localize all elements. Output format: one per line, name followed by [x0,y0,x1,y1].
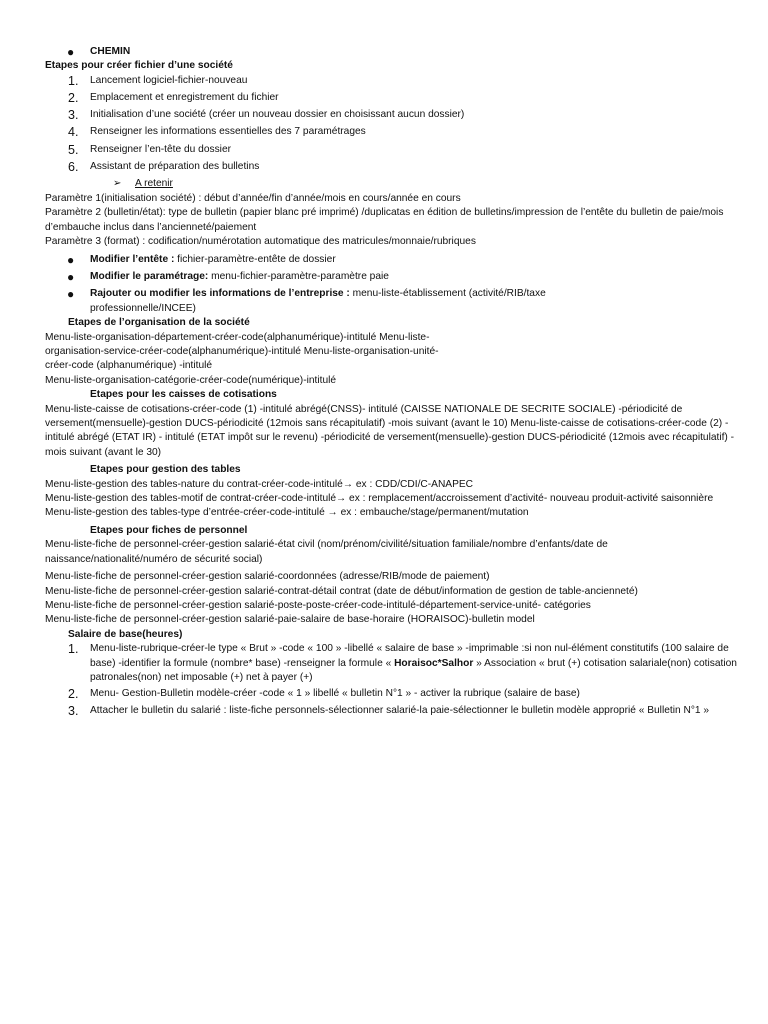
fiches-line: Menu-liste-fiche de personnel-créer-gestion salarié-état civil (nom/prénom/civilité/situation familiale/nombre d’enfants/date de naissance/nationalité/numéro de sécurité social) [45,539,608,565]
fiches-title: Etapes pour fiches de personnel [90,524,248,536]
chemin-heading: CHEMIN [90,46,131,57]
bullet-dot: ● [67,269,75,284]
list-item: 4. Renseigner les informations essentielles des 7 paramétrages [68,125,366,140]
etapes-title: Etapes pour créer fichier d’une société [45,60,233,72]
org-text-2: Menu-liste-organisation-catégorie-créer-code(numérique)-intitulé [45,374,337,386]
list-item: 1. Menu-liste-rubrique-créer-le type « Brut » -code « 100 » -libellé « salaire de base » -imprimable :si non nul-élément constitutifs (100 salaire de base) -identifier la formule (nombre* base) -renseigner la formule « Horaisoc*Salhor » Association « brut (+) cotisation salariale(non) cotisation patronales(non) net imposable (+) net à payer (+) [68,642,737,683]
list-item: 3. Initialisation d’une société (créer un nouveau dossier en choisissant aucun dossier) [68,108,465,123]
list-item: 2. Menu- Gestion-Bulletin modèle-créer -code « 1 » libellé « bulletin N°1 » - activer la rubrique (salaire de base) [68,687,580,702]
steps-list [45,74,738,177]
list-item: ● Modifier l’entête : fichier-paramètre-entête de dossier [67,252,336,267]
param2-text: Paramètre 2 (bulletin/état): type de bulletin (papier blanc pré imprimé) /duplicatas en édition de bulletins/impression de l’entête du bulletin de paie/mois d’embauche inclus dans l’ancienneté/paiement [45,207,724,233]
org-text: Menu-liste-organisation-département-créer-code(alphanumérique)-intitulé Menu-liste-organisation-service-créer-code(alphanumérique)-intitulé Menu-liste-organisation-unité-créer-code (alphanumérique) -intitulé [45,331,439,372]
fiches-line: Menu-liste-fiche de personnel-créer-gestion salarié-poste-poste-créer-code-intitulé-département-service-unité- catégories [45,599,591,611]
fiches-line: Menu-liste-fiche de personnel-créer-gestion salarié-contrat-détail contrat (date de début/information de gestion de table-ancienneté) [45,585,638,597]
bullet-dot: ● [67,45,75,59]
list-item: 1. Lancement logiciel-fichier-nouveau [68,73,248,88]
list-item: ● Rajouter ou modifier les informations de l’entreprise : menu-liste-établissement (activité/RIB/taxe professionnelle/INCEE) [67,287,546,314]
salaire-title: Salaire de base(heures) [68,628,183,640]
tables-title: Etapes pour gestion des tables [90,464,241,476]
tables-line: Menu-liste-gestion des tables-motif de contrat-créer-code-intitulé→ ex : remplacement/accroissement d’activité- nouveau produit-activité saisonnière [45,493,714,505]
bullet-dot: ● [67,252,75,267]
fiches-line: Menu-liste-fiche de personnel-créer-gestion salarié-paie-salaire de base-horaire (HORAISOC)-bulletin model [45,614,535,626]
bullet-dot: ● [67,287,75,302]
list-item: 3. Attacher le bulletin du salarié : liste-fiche personnels-sélectionner salarié-la paie-sélectionner le bulletin modèle approprié « Bulletin N°1 » [68,703,710,718]
list-item: 6. Assistant de préparation des bulletins [68,159,260,174]
org-title: Etapes de l’organisation de la société [68,317,250,329]
caisses-text: Menu-liste-caisse de cotisations-créer-code (1) -intitulé abrégé(CNSS)- intitulé (CAISSE NATIONALE DE SECRITE SOCIALE) -périodicité de versement(mensuelle)-gestion DUCS-périodicité (12mois sans récapitulatif) -mois suivant (avant le 10) Menu-liste-caisse de cotisations-créer-code (2) -intitulé abrégé (ETAT IR) - intitulé (ETAT impôt sur le revenu) -périodicité de versement(mensuelle)-gestion DUCS-périodicité (12mois avec récapitulatif) -mois suivant (avant le 30) [45,403,735,458]
tables-line: Menu-liste-gestion des tables-type d’entrée-créer-code-intitulé → ex : embauche/stage/permanent/mutation [45,507,529,519]
list-item: 2. Emplacement et enregistrement du fichier [68,91,279,105]
param1-text: Paramètre 1(initialisation société) : début d’année/fin d’année/mois en cours/année en cours [45,192,461,204]
a-retenir-row [45,177,738,192]
arrow-icon: ➢ [113,177,122,189]
tables-line: Menu-liste-gestion des tables-nature du contrat-créer-code-intitulé→ ex : CDD/CDI/C-ANAPEC [45,478,474,490]
param3-text: Paramètre 3 (format) : codification/numérotation automatique des matricules/monnaie/rubriques [45,236,476,248]
list-item: 5. Renseigner l’en-tête du dossier [68,142,232,157]
caisses-title: Etapes pour les caisses de cotisations [90,389,277,401]
a-retenir-label: A retenir [135,177,173,189]
fiches-line: Menu-liste-fiche de personnel-créer-gestion salarié-coordonnées (adresse/RIB/mode de paiement) [45,571,490,583]
chemin-bullet [45,45,738,59]
list-item: ● Modifier le paramétrage: menu-fichier-paramètre-paramètre paie [67,269,389,284]
